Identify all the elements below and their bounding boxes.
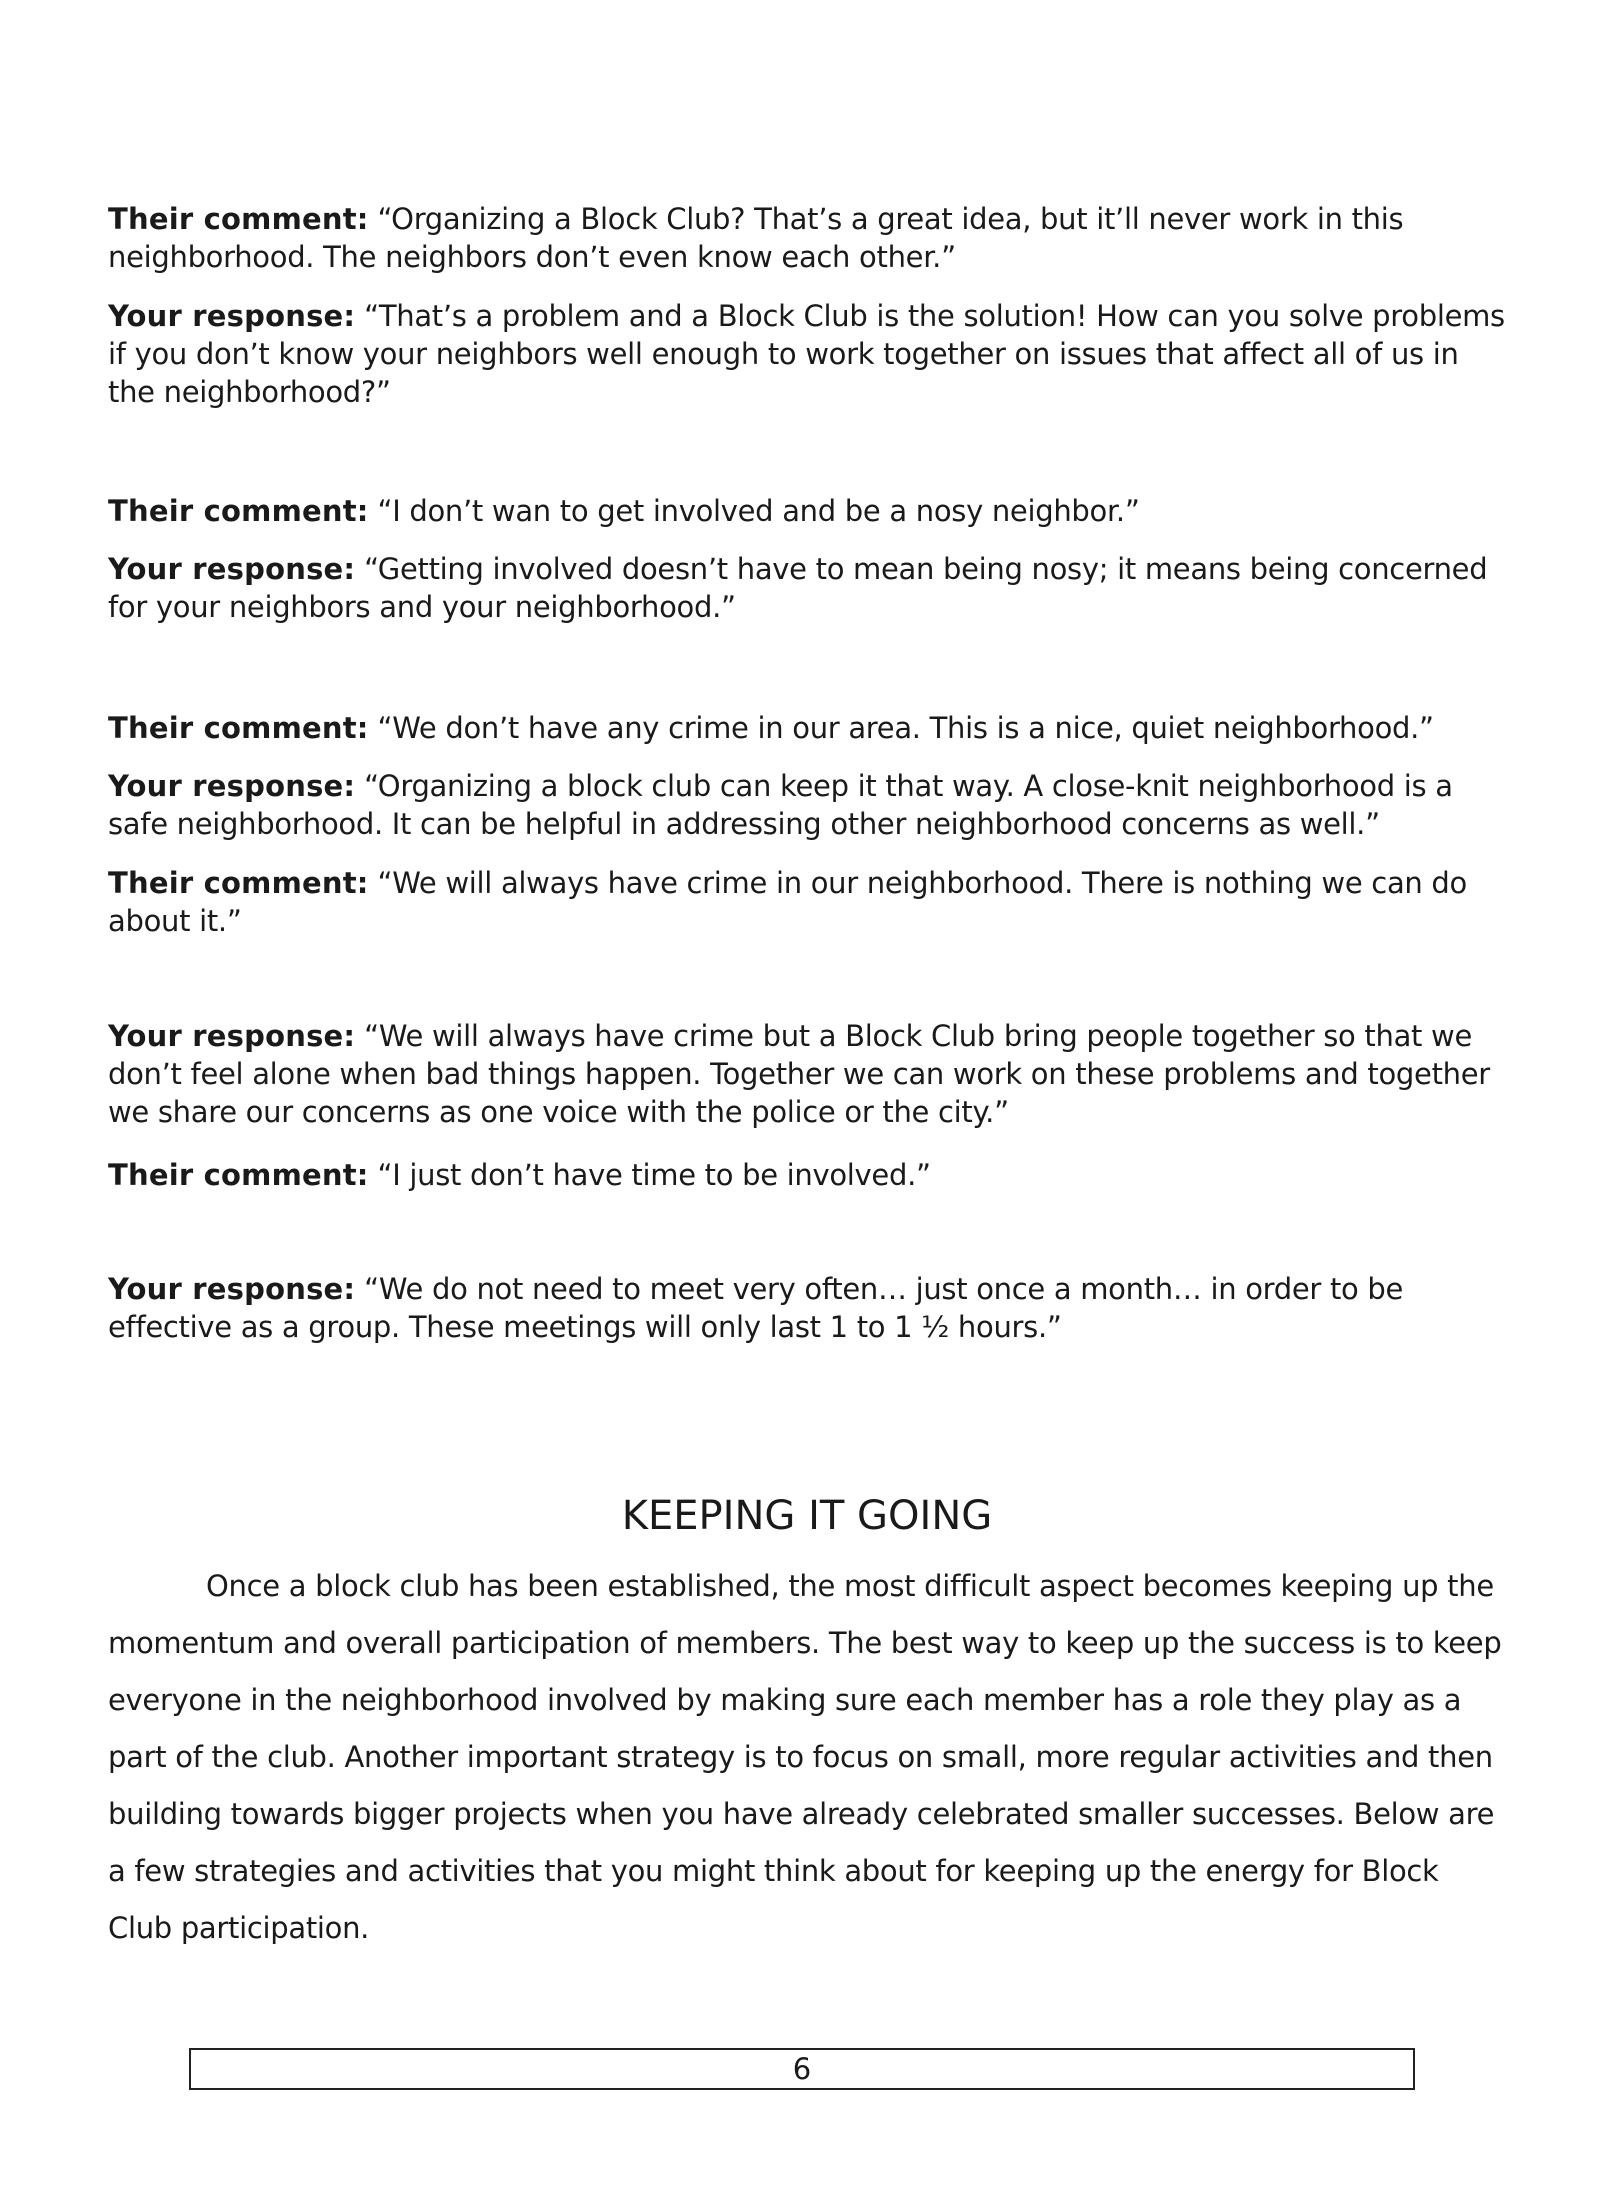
- comment-label: Their comment:: [108, 202, 369, 236]
- section-paragraph: Once a block club has been established, the most difficult aspect becomes keeping up the momentum and overall participation of members. The best way to keep up the success is to keep everyone in the neighborhood involved by making sure each member has a role they play as a part of the club. Another important strategy is to focus on small, more regular activities and then building towards bigger projects when you have already celebrated smaller successes. Below are a few strategies and activities that you might think about for keeping up the energy for Block Club participation.: [108, 1569, 1502, 1945]
- comment-text: “We don’t have any crime in our area. This is a nice, quiet neighborhood.”: [368, 711, 1434, 745]
- response-text: “Getting involved doesn’t have to mean being nosy; it means being concerned for your neighbors and your neighborhood.”: [108, 552, 1488, 624]
- dialog-entry-2: [108, 297, 1508, 411]
- dialog-entry-3: [108, 492, 1508, 530]
- dialog-entry-9: [108, 1156, 1508, 1194]
- response-label: Your response:: [108, 1272, 356, 1306]
- comment-text: “Organizing a Block Club? That’s a great idea, but it’ll never work in this neighborhood. The neighbors don’t even know each other.”: [108, 202, 1404, 274]
- page-number-box: [189, 2048, 1415, 2090]
- dialog-entry-4: [108, 550, 1508, 626]
- comment-text: “I don’t wan to get involved and be a nosy neighbor.”: [368, 494, 1140, 528]
- response-label: Your response:: [108, 1019, 356, 1053]
- dialog-entry-7: [108, 864, 1508, 940]
- dialog-entry-8: [108, 1017, 1508, 1131]
- dialog-entry-10: [108, 1270, 1508, 1346]
- comment-label: Their comment:: [108, 494, 369, 528]
- response-label: Your response:: [108, 299, 356, 333]
- response-text: “Organizing a block club can keep it that way. A close-knit neighborhood is a safe neighborhood. It can be helpful in addressing other neighborhood concerns as well.”: [108, 769, 1453, 841]
- comment-label: Their comment:: [108, 711, 369, 745]
- dialog-entry-5: [108, 709, 1508, 747]
- response-label: Your response:: [108, 552, 356, 586]
- dialog-entry-1: [108, 200, 1508, 276]
- response-text: “We will always have crime but a Block Club bring people together so that we don’t feel alone when bad things happen. Together we can work on these problems and together we share our concerns as one voice with the police or the city.”: [108, 1019, 1490, 1129]
- response-label: Your response:: [108, 769, 356, 803]
- comment-text: “We will always have crime in our neighborhood. There is nothing we can do about it.”: [108, 866, 1467, 938]
- comment-text: “I just don’t have time to be involved.”: [368, 1158, 931, 1192]
- comment-label: Their comment:: [108, 866, 369, 900]
- page-number: 6: [792, 2052, 812, 2086]
- dialog-entry-6: [108, 767, 1508, 843]
- comment-label: Their comment:: [108, 1158, 369, 1192]
- section-heading: KEEPING IT GOING: [621, 1493, 993, 1539]
- response-text: “We do not need to meet very often… just once a month… in order to be effective as a group. These meetings will only last 1 to 1 ½ hours.”: [108, 1272, 1404, 1344]
- response-text: “That’s a problem and a Block Club is the solution! How can you solve problems if you don’t know your neighbors well enough to work together on issues that affect all of us in the neighborhood?”: [108, 299, 1505, 409]
